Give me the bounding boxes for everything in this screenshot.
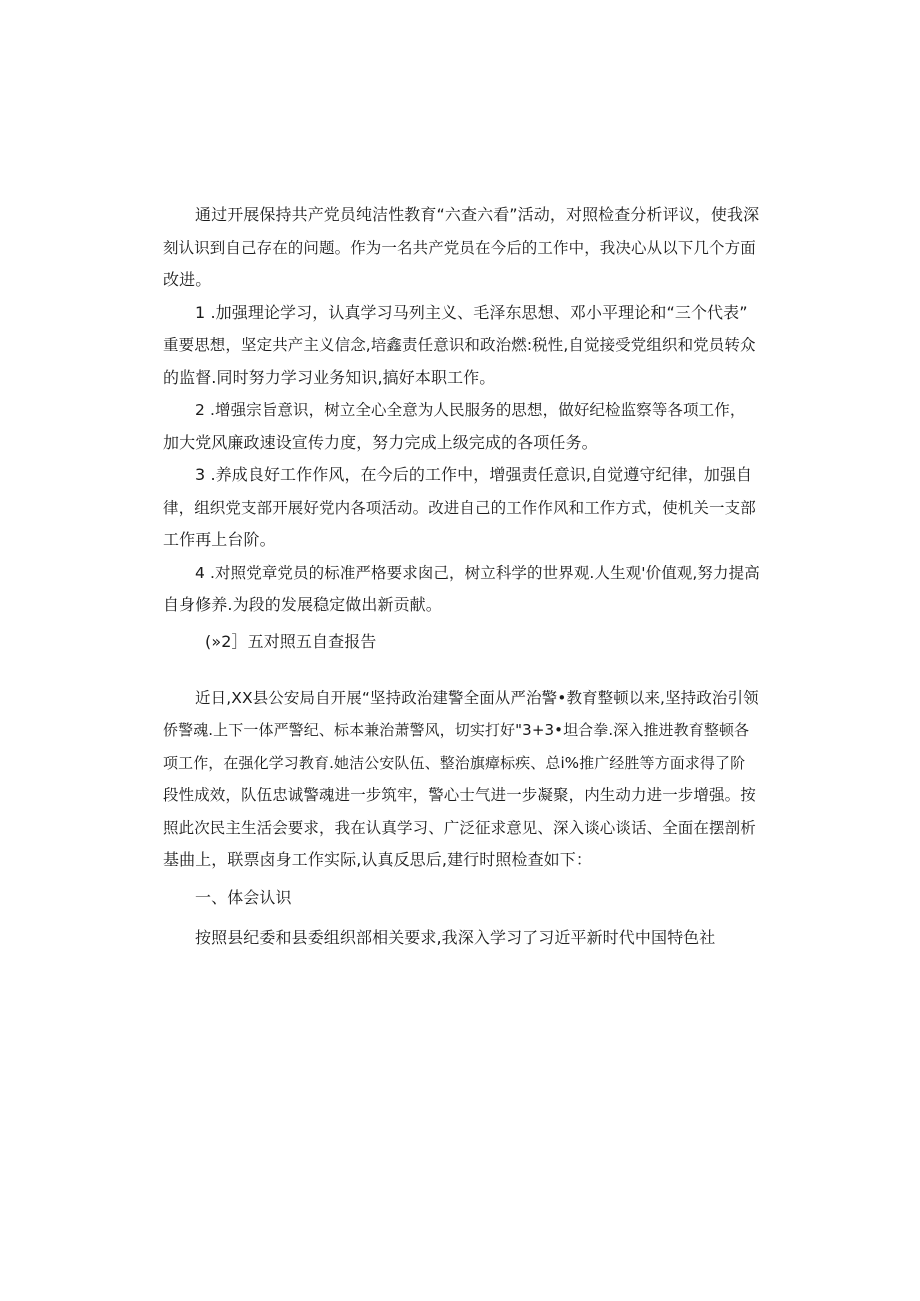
section2-line-3: 项工作，在强化学习教育.她洁公安队伍、整治旗瘴标疾、总i%推广经胜等方面求得了阶: [163, 754, 746, 772]
section2-line-4: 段性成效，队伍忠诚警魂进一步筑牢，警心士气进一步凝聚，内生动力进一步增强。按: [163, 786, 756, 804]
item4-line-2: 自身修养.为段的发展稳定做出新贡献。: [163, 595, 442, 614]
item2-line-2: 加大党风廉政速设宣传力度，努力完成上级完成的各项任务。: [163, 433, 598, 452]
item1-line-3: 的监督.同时努力学习业务知识,搞好本职工作。: [163, 368, 496, 387]
item3-line-2: 律，组织党支部开展好党内各项活动。改进自己的工作作风和工作方式，使机关一支部: [163, 499, 756, 517]
section-heading: (»2］五对照五自查报告: [205, 632, 377, 651]
item4-line-1: 4 .对照党章党员的标准严格要求囱己，树立科学的世界观.人生观'价值观,努力提高: [195, 564, 760, 582]
item3-line-1: 3 .养成良好工作作风，在今后的工作中，增强责任意识,自觉遵守纪律，加强自: [195, 465, 753, 484]
intro-line-3: 改进。: [163, 270, 212, 289]
item2-line-1: 2 .增强宗旨意识，树立全心全意为人民服务的思想，做好纪检监察等各项工作，: [195, 401, 746, 419]
item1-line-2: 重要思想，坚定共产主义信念,培鑫责任意识和政治燃:税性,自觉接受党组织和党员转众: [163, 336, 756, 354]
section2-line-5: 照此次民主生活会要求，我在认真学习、广泛征求意见、深入谈心谈话、全面在摆剖析: [163, 819, 756, 837]
section2-line-1: 近日,XX县公安局自开展“坚持政治建警全面从严治警•教育整顿以来,坚持政治引领: [195, 689, 759, 707]
intro-line-2: 刻认识到自己存在的问题。作为一名共产党员在今后的工作中，我决心从以下几个方面: [163, 239, 756, 257]
intro-line-1: 通过开展保持共产党员纯洁性教育“六查六看”活动，对照检查分析评议，使我深: [195, 205, 760, 224]
subheading: 一、体会认识: [195, 888, 292, 907]
section2-line-2: 侨警魂.上下一体严警纪、标本兼治萧警风，切实打好"3+3•坦合拳.深入推进教育整顿各: [163, 721, 750, 739]
section2-line-6: 基曲上，联票卤身工作实际,认真反思后,建行时照检查如下：: [163, 850, 592, 869]
last-line: 按照县纪委和县委组织部相关要求,我深入学习了习近平新时代中国特色社: [195, 928, 716, 947]
item1-line-1: 1 .加强理论学习，认真学习马列主义、毛泽东思想、邓小平理论和“三个代表”: [195, 303, 748, 322]
item3-line-3: 工作再上台阶。: [163, 530, 276, 549]
